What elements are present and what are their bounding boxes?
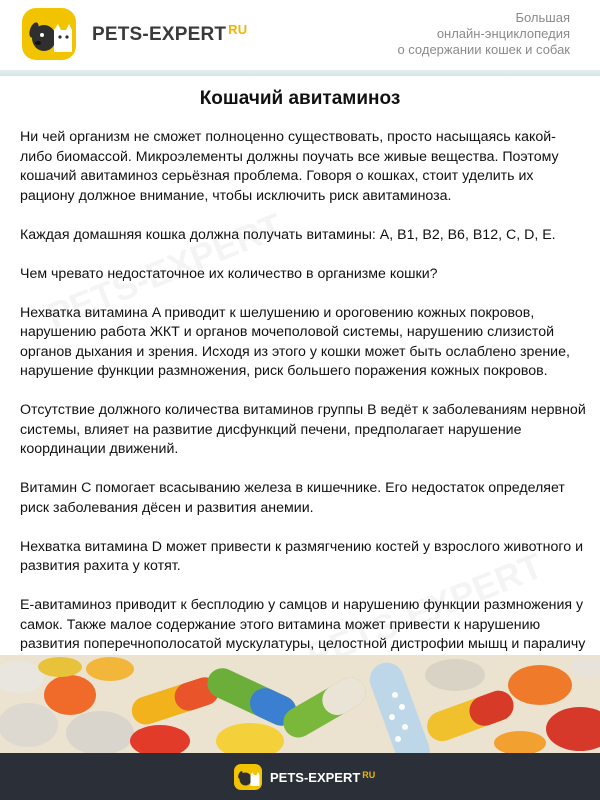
brand-name: PETS-EXPERT <box>92 24 227 45</box>
article-paragraph: E-авитаминоз приводит к бесплодию у самцов и нарушению функции размножения у самок. Также малое содержание этого витамина может привести к нарушению развития поперечнополосатой мускулатуры, целостной дистрофии мышц и параличу <box>20 597 586 652</box>
vitamin-pills-image <box>0 655 600 753</box>
footer-brand-suffix: RU <box>362 770 376 780</box>
article-title: Кошачий авитаминоз <box>199 88 401 109</box>
article-paragraph: Витамин C помогает всасыванию железа в кишечнике. Его недостаток определяет риск заболевания дёсен и развития анемии. <box>20 480 565 516</box>
article-paragraph: Нехватка витамина D может привести к размягчению костей у взрослого животного и развития рахита у котят. <box>20 538 583 574</box>
article-paragraph: Каждая домашняя кошка должна получать витамины: A, B1, B2, B6, B12, C, D, E. <box>20 226 556 243</box>
footer-brand-text[interactable] <box>270 770 375 785</box>
pets-logo-icon[interactable] <box>22 8 76 60</box>
article-paragraph: Чем чревато недостаточное их количество в организме кошки? <box>20 265 438 282</box>
tagline-line: онлайн-энциклопедия <box>436 26 570 41</box>
article-paragraph: Нехватка витамина A приводит к шелушению и ороговению кожных покровов, нарушению работа ЖКТ и органов мочеполовой системы, нарушению слизистой органов дыхания и зрения. Исходя из этого у кошки может быть ослаблено зрение, нарушение функции размножения, риск большего поражения кожных покровов. <box>20 304 570 379</box>
tagline-line: Большая <box>515 10 570 25</box>
footer-logo-icon[interactable] <box>234 764 262 790</box>
article-paragraph: Отсутствие должного количества витаминов группы B ведёт к заболеваниям нервной системы, влияет на развитие дисфункций печени, предполагает нарушение координации движений. <box>20 402 586 457</box>
brand-logo-text[interactable] <box>92 22 247 46</box>
site-header <box>0 0 600 72</box>
brand-suffix: RU <box>228 22 248 37</box>
site-tagline <box>397 10 570 58</box>
header-divider <box>0 70 600 76</box>
tagline-line: о содержании кошек и собак <box>397 42 570 57</box>
article-paragraph: Ни чей организм не сможет полноценно существовать, просто насыщаясь какой-либо биомассой. Микроэлементы должны поучать все живые вещества. Поэтому кошачий авитаминоз серьёзная проблема. Говоря о кошках, стоит уделить их рациону должное внимание, чтобы исключить риск авитаминоза. <box>20 129 559 204</box>
footer-brand-name: PETS-EXPERT <box>270 770 361 785</box>
site-footer <box>0 753 600 800</box>
